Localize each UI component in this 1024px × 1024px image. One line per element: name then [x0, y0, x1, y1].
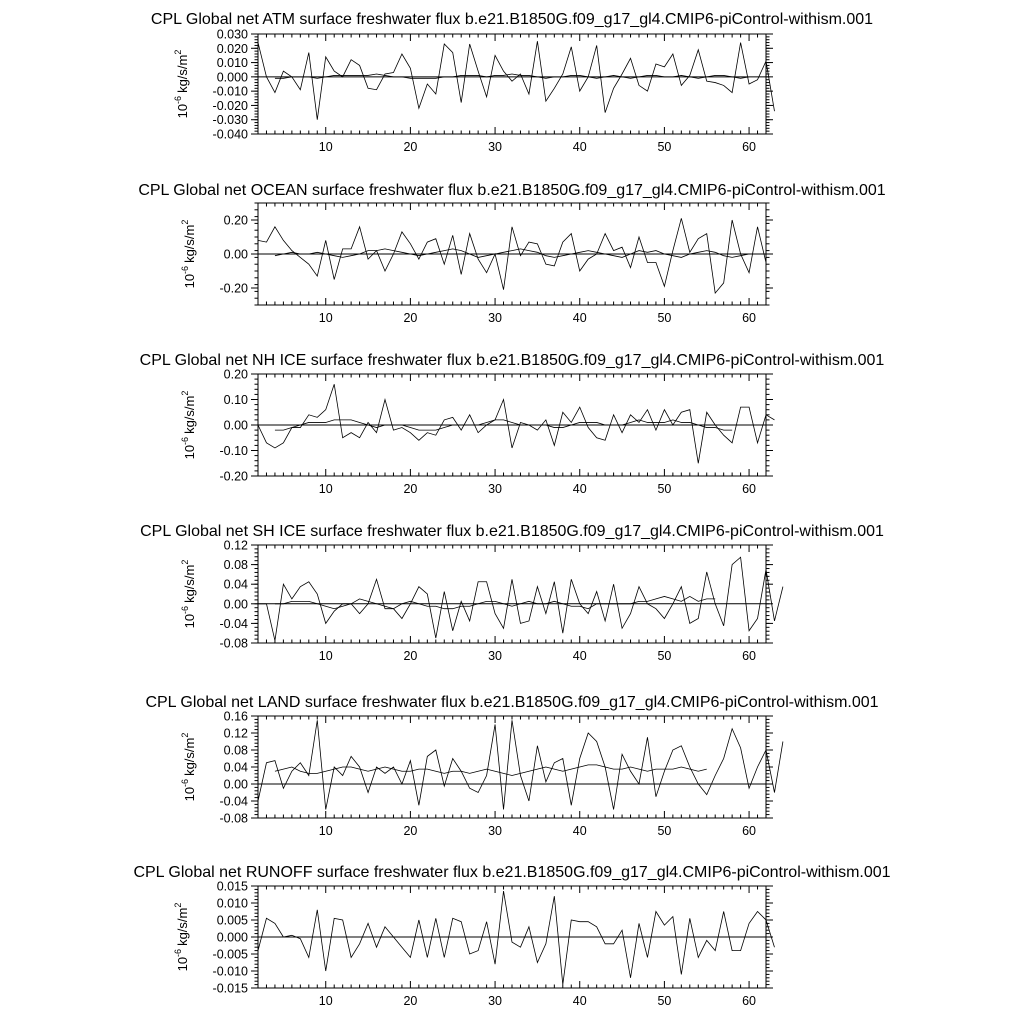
- y-tick-label: -0.015: [212, 981, 248, 996]
- x-tick-label: 10: [318, 824, 333, 838]
- y-label-square: 2: [180, 559, 190, 565]
- chart-title: CPL Global net SH ICE surface freshwater flux b.e21.B1850G.f09_g17_gl4.CMIP6-piControl-withism.001: [140, 523, 884, 540]
- y-tick-label: 0.12: [223, 538, 248, 553]
- y-tick-label: -0.08: [219, 636, 248, 651]
- x-tick-label: 30: [488, 824, 503, 838]
- y-label-exponent: -6: [180, 778, 190, 787]
- x-tick-label: 60: [742, 140, 757, 154]
- x-tick-label: 30: [488, 482, 503, 496]
- x-tick-label: 10: [318, 140, 333, 154]
- y-tick-label: 0.04: [223, 760, 248, 775]
- chart-title: CPL Global net RUNOFF surface freshwater flux b.e21.B1850G.f09_g17_gl4.CMIP6-piControl-withism.001: [133, 864, 891, 881]
- y-label-square: 2: [180, 390, 190, 396]
- x-tick-label: 50: [657, 824, 672, 838]
- y-label-units: kg/s/m: [182, 224, 197, 263]
- y-tick-label: 0.015: [216, 879, 248, 894]
- y-axis-label: [180, 220, 197, 289]
- y-label-exponent: -6: [173, 95, 183, 104]
- y-label-exponent: -6: [173, 948, 183, 957]
- series-line-annual: [258, 41, 774, 120]
- series-line-annual: [258, 557, 783, 640]
- y-label-square: 2: [173, 49, 183, 55]
- chart-panel-4: [140, 523, 884, 663]
- y-tick-label: 0.010: [216, 56, 248, 71]
- x-tick-label: 20: [403, 994, 418, 1008]
- y-tick-label: 0.08: [223, 558, 248, 573]
- x-tick-label: 40: [572, 824, 587, 838]
- y-label-exponent: -6: [180, 436, 190, 445]
- chart-title: CPL Global net OCEAN surface freshwater flux b.e21.B1850G.f09_g17_gl4.CMIP6-piControl-withism.001: [138, 182, 886, 199]
- x-tick-label: 20: [403, 649, 418, 663]
- y-tick-label: -0.10: [219, 444, 248, 458]
- y-label-units: kg/s/m: [182, 395, 197, 434]
- plot-frame: [258, 545, 766, 643]
- y-axis-label: [180, 560, 197, 629]
- series-line-annual: [258, 891, 774, 985]
- y-label-base: 10: [182, 444, 197, 460]
- y-label-square: 2: [180, 732, 190, 738]
- y-tick-label: -0.08: [219, 811, 248, 826]
- x-tick-label: 20: [403, 824, 418, 838]
- y-tick-label: -0.010: [212, 964, 248, 979]
- x-tick-label: 30: [488, 140, 503, 154]
- series-line-annual: [258, 720, 783, 809]
- chart-panel-1: [151, 11, 873, 154]
- y-label-base: 10: [175, 103, 190, 119]
- x-tick-label: 20: [403, 140, 418, 154]
- y-tick-label: -0.04: [219, 616, 248, 631]
- x-tick-label: 30: [488, 311, 503, 325]
- chart-panel-3: [140, 352, 885, 496]
- y-tick-label: 0.00: [223, 418, 248, 433]
- x-tick-label: 50: [657, 482, 672, 496]
- y-tick-label: 0.00: [223, 247, 248, 262]
- chart-title: CPL Global net ATM surface freshwater flux b.e21.B1850G.f09_g17_gl4.CMIP6-piControl-withism.001: [150, 11, 874, 28]
- chart-title: CPL Global net LAND surface freshwater flux b.e21.B1850G.f09_g17_gl4.CMIP6-piControl-withism.001: [145, 694, 879, 711]
- x-tick-label: 10: [318, 482, 333, 496]
- x-tick-label: 50: [657, 311, 672, 325]
- y-label-base: 10: [182, 613, 197, 629]
- x-tick-label: 50: [657, 140, 672, 154]
- y-tick-label: 0.20: [223, 213, 248, 228]
- y-tick-label: 0.010: [216, 896, 248, 911]
- x-tick-label: 20: [403, 311, 418, 325]
- y-tick-label: 0.10: [223, 393, 248, 407]
- y-tick-label: 0.000: [216, 70, 248, 85]
- x-tick-label: 30: [488, 649, 503, 663]
- x-tick-label: 10: [318, 311, 333, 325]
- y-label-base: 10: [182, 273, 197, 289]
- y-tick-label: -0.20: [219, 281, 248, 296]
- plot-frame: [258, 34, 766, 134]
- y-tick-label: 0.000: [216, 930, 248, 945]
- x-tick-label: 40: [572, 140, 587, 154]
- y-tick-label: -0.040: [212, 127, 248, 142]
- chart-title: CPL Global net NH ICE surface freshwater flux b.e21.B1850G.f09_g17_gl4.CMIP6-piControl-withism.001: [139, 352, 885, 369]
- x-tick-label: 60: [742, 994, 757, 1008]
- series-line-running-mean: [275, 596, 715, 608]
- x-tick-label: 40: [572, 311, 587, 325]
- chart-panel-6: [133, 864, 890, 1008]
- y-tick-label: 0.08: [223, 743, 248, 758]
- y-axis-label: [180, 391, 197, 460]
- y-label-units: kg/s/m: [175, 907, 190, 946]
- x-tick-label: 60: [742, 482, 757, 496]
- y-tick-label: -0.20: [219, 469, 248, 484]
- x-tick-label: 40: [572, 994, 587, 1008]
- x-tick-label: 40: [572, 482, 587, 496]
- y-label-base: 10: [175, 956, 190, 972]
- chart-panel-2: [138, 182, 885, 325]
- y-tick-label: 0.00: [223, 597, 248, 612]
- y-tick-label: 0.20: [223, 367, 248, 382]
- y-tick-label: 0.04: [223, 577, 248, 592]
- y-label-units: kg/s/m: [182, 737, 197, 776]
- x-tick-label: 50: [657, 649, 672, 663]
- x-tick-label: 50: [657, 994, 672, 1008]
- chart-panel-5: [145, 694, 878, 838]
- x-tick-label: 60: [742, 311, 757, 325]
- x-tick-label: 30: [488, 994, 503, 1008]
- y-tick-label: -0.04: [219, 794, 248, 809]
- x-tick-label: 10: [318, 994, 333, 1008]
- y-label-exponent: -6: [180, 605, 190, 614]
- y-label-exponent: -6: [180, 265, 190, 274]
- y-tick-label: -0.010: [212, 84, 248, 99]
- y-tick-label: -0.030: [212, 113, 248, 128]
- y-tick-label: -0.020: [212, 98, 248, 113]
- y-label-units: kg/s/m: [182, 564, 197, 603]
- y-axis-label: [173, 903, 190, 972]
- y-axis-label: [173, 50, 190, 119]
- y-label-square: 2: [173, 902, 183, 908]
- x-tick-label: 60: [742, 824, 757, 838]
- y-tick-label: 0.005: [216, 913, 248, 928]
- x-tick-label: 20: [403, 482, 418, 496]
- series-line-running-mean: [275, 249, 749, 258]
- y-tick-label: 0.030: [216, 27, 248, 42]
- series-line-running-mean: [275, 74, 749, 78]
- x-tick-label: 10: [318, 649, 333, 663]
- y-tick-label: 0.12: [223, 726, 248, 741]
- y-label-units: kg/s/m: [175, 54, 190, 93]
- y-label-base: 10: [182, 786, 197, 802]
- y-tick-label: 0.16: [223, 709, 248, 724]
- y-axis-label: [180, 733, 197, 802]
- y-tick-label: -0.005: [212, 947, 248, 962]
- y-tick-label: 0.020: [216, 41, 248, 56]
- y-tick-label: 0.00: [223, 777, 248, 792]
- x-tick-label: 40: [572, 649, 587, 663]
- x-tick-label: 60: [742, 649, 757, 663]
- y-label-square: 2: [180, 219, 190, 225]
